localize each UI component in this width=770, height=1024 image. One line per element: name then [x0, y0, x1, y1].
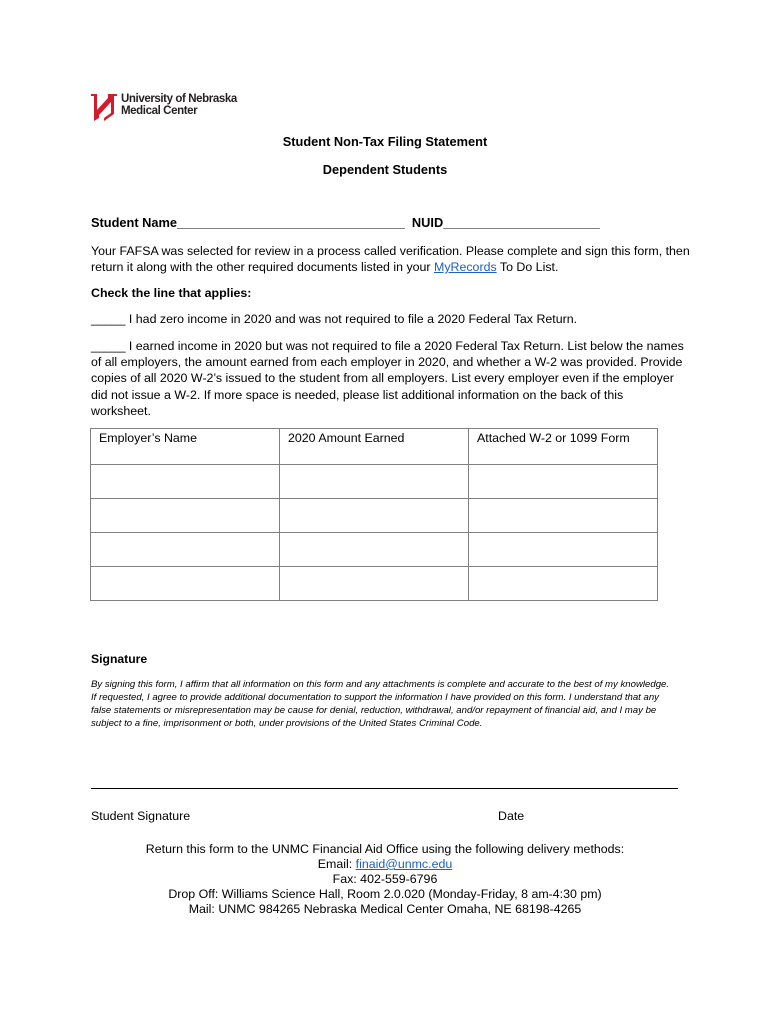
logo-line-1: University of Nebraska: [121, 93, 237, 105]
signature-statement: By signing this form, I affirm that all information on this form and any attachments is complete and accurate to the best of my knowledge. If requested, I agree to provide additional documentation to support the information I have provided on this form. I understand that any false statements or misrepresentation may be cause for denial, reduction, withdrawal, and/or repayment of financial aid, and I may be subject to a fine, imprisonment or both, under provisions of the United States Criminal Code.: [91, 679, 670, 729]
return-drop-off: Drop Off: Williams Science Hall, Room 2.0.020 (Monday-Friday, 8 am-4:30 pm): [168, 887, 602, 901]
table-row: [91, 499, 658, 533]
return-instructions: Return this form to the UNMC Financial Aid Office using the following delivery methods:: [145, 842, 625, 856]
student-name-field[interactable]: ________________________________: [177, 215, 405, 230]
nuid-field[interactable]: ______________________: [443, 215, 600, 230]
table-header-cell: Attached W-2 or 1099 Form: [469, 429, 658, 465]
option-earned-income[interactable]: _____ I earned income in 2020 but was not required to file a 2020 Federal Tax Return. List below the names of all employers, the amount earned from each employer in 2020, and whether a W-2 was provided. Provide copies of all 2020 W-2’s issued to the student from all employers. List every employer even if the employer did not issue a W-2. If more space is needed, please list additional information on the back of this worksheet.: [91, 339, 684, 418]
table-header-cell: 2020 Amount Earned: [280, 429, 469, 465]
table-cell[interactable]: [91, 567, 280, 601]
table-cell[interactable]: [280, 465, 469, 499]
table-row: [91, 567, 658, 601]
unmc-n-icon: [90, 92, 118, 122]
table-cell[interactable]: [91, 533, 280, 567]
return-mail: Mail: UNMC 984265 Nebraska Medical Center Omaha, NE 68198-4265: [188, 902, 582, 916]
form-title: Student Non-Tax Filing Statement: [282, 134, 488, 149]
intro-text: Your FAFSA was selected for review in a process called verification. Please complete and sign this form, then return it along with the other required documents listed in your: [91, 244, 690, 275]
myrecords-link[interactable]: MyRecords: [434, 260, 497, 275]
email-label: Email:: [317, 857, 356, 871]
signature-heading: Signature: [91, 652, 148, 666]
table-header-cell: Employer’s Name: [91, 429, 280, 465]
student-signature-label: Student Signature: [91, 809, 191, 823]
table-cell[interactable]: [469, 499, 658, 533]
return-fax: Fax: 402-559-6796: [332, 872, 438, 886]
table-row: [91, 533, 658, 567]
form-subtitle: Dependent Students: [322, 162, 448, 177]
table-cell[interactable]: [469, 567, 658, 601]
table-cell[interactable]: [91, 499, 280, 533]
unmc-logo: [90, 92, 237, 122]
return-email: [0, 857, 770, 872]
table-cell[interactable]: [91, 465, 280, 499]
date-label: Date: [498, 809, 525, 823]
table-row: [91, 465, 658, 499]
table-cell[interactable]: [469, 533, 658, 567]
intro-paragraph: [91, 243, 691, 275]
table-header-row: [91, 429, 658, 465]
nuid-label: NUID: [411, 215, 444, 230]
logo-wordmark: [121, 93, 237, 117]
option-zero-income[interactable]: _____ I had zero income in 2020 and was not required to file a 2020 Federal Tax Return.: [91, 312, 578, 326]
signature-line[interactable]: [91, 788, 678, 789]
student-name-row: [91, 215, 600, 230]
table-cell[interactable]: [280, 567, 469, 601]
employer-table: [90, 428, 658, 601]
table-cell[interactable]: [469, 465, 658, 499]
check-heading: Check the line that applies:: [91, 286, 252, 300]
student-name-label: Student Name: [91, 215, 178, 230]
email-link[interactable]: finaid@unmc.edu: [355, 857, 453, 871]
intro-text-end: To Do List.: [496, 260, 559, 275]
logo-line-2: Medical Center: [121, 105, 198, 117]
table-cell[interactable]: [280, 499, 469, 533]
table-cell[interactable]: [280, 533, 469, 567]
